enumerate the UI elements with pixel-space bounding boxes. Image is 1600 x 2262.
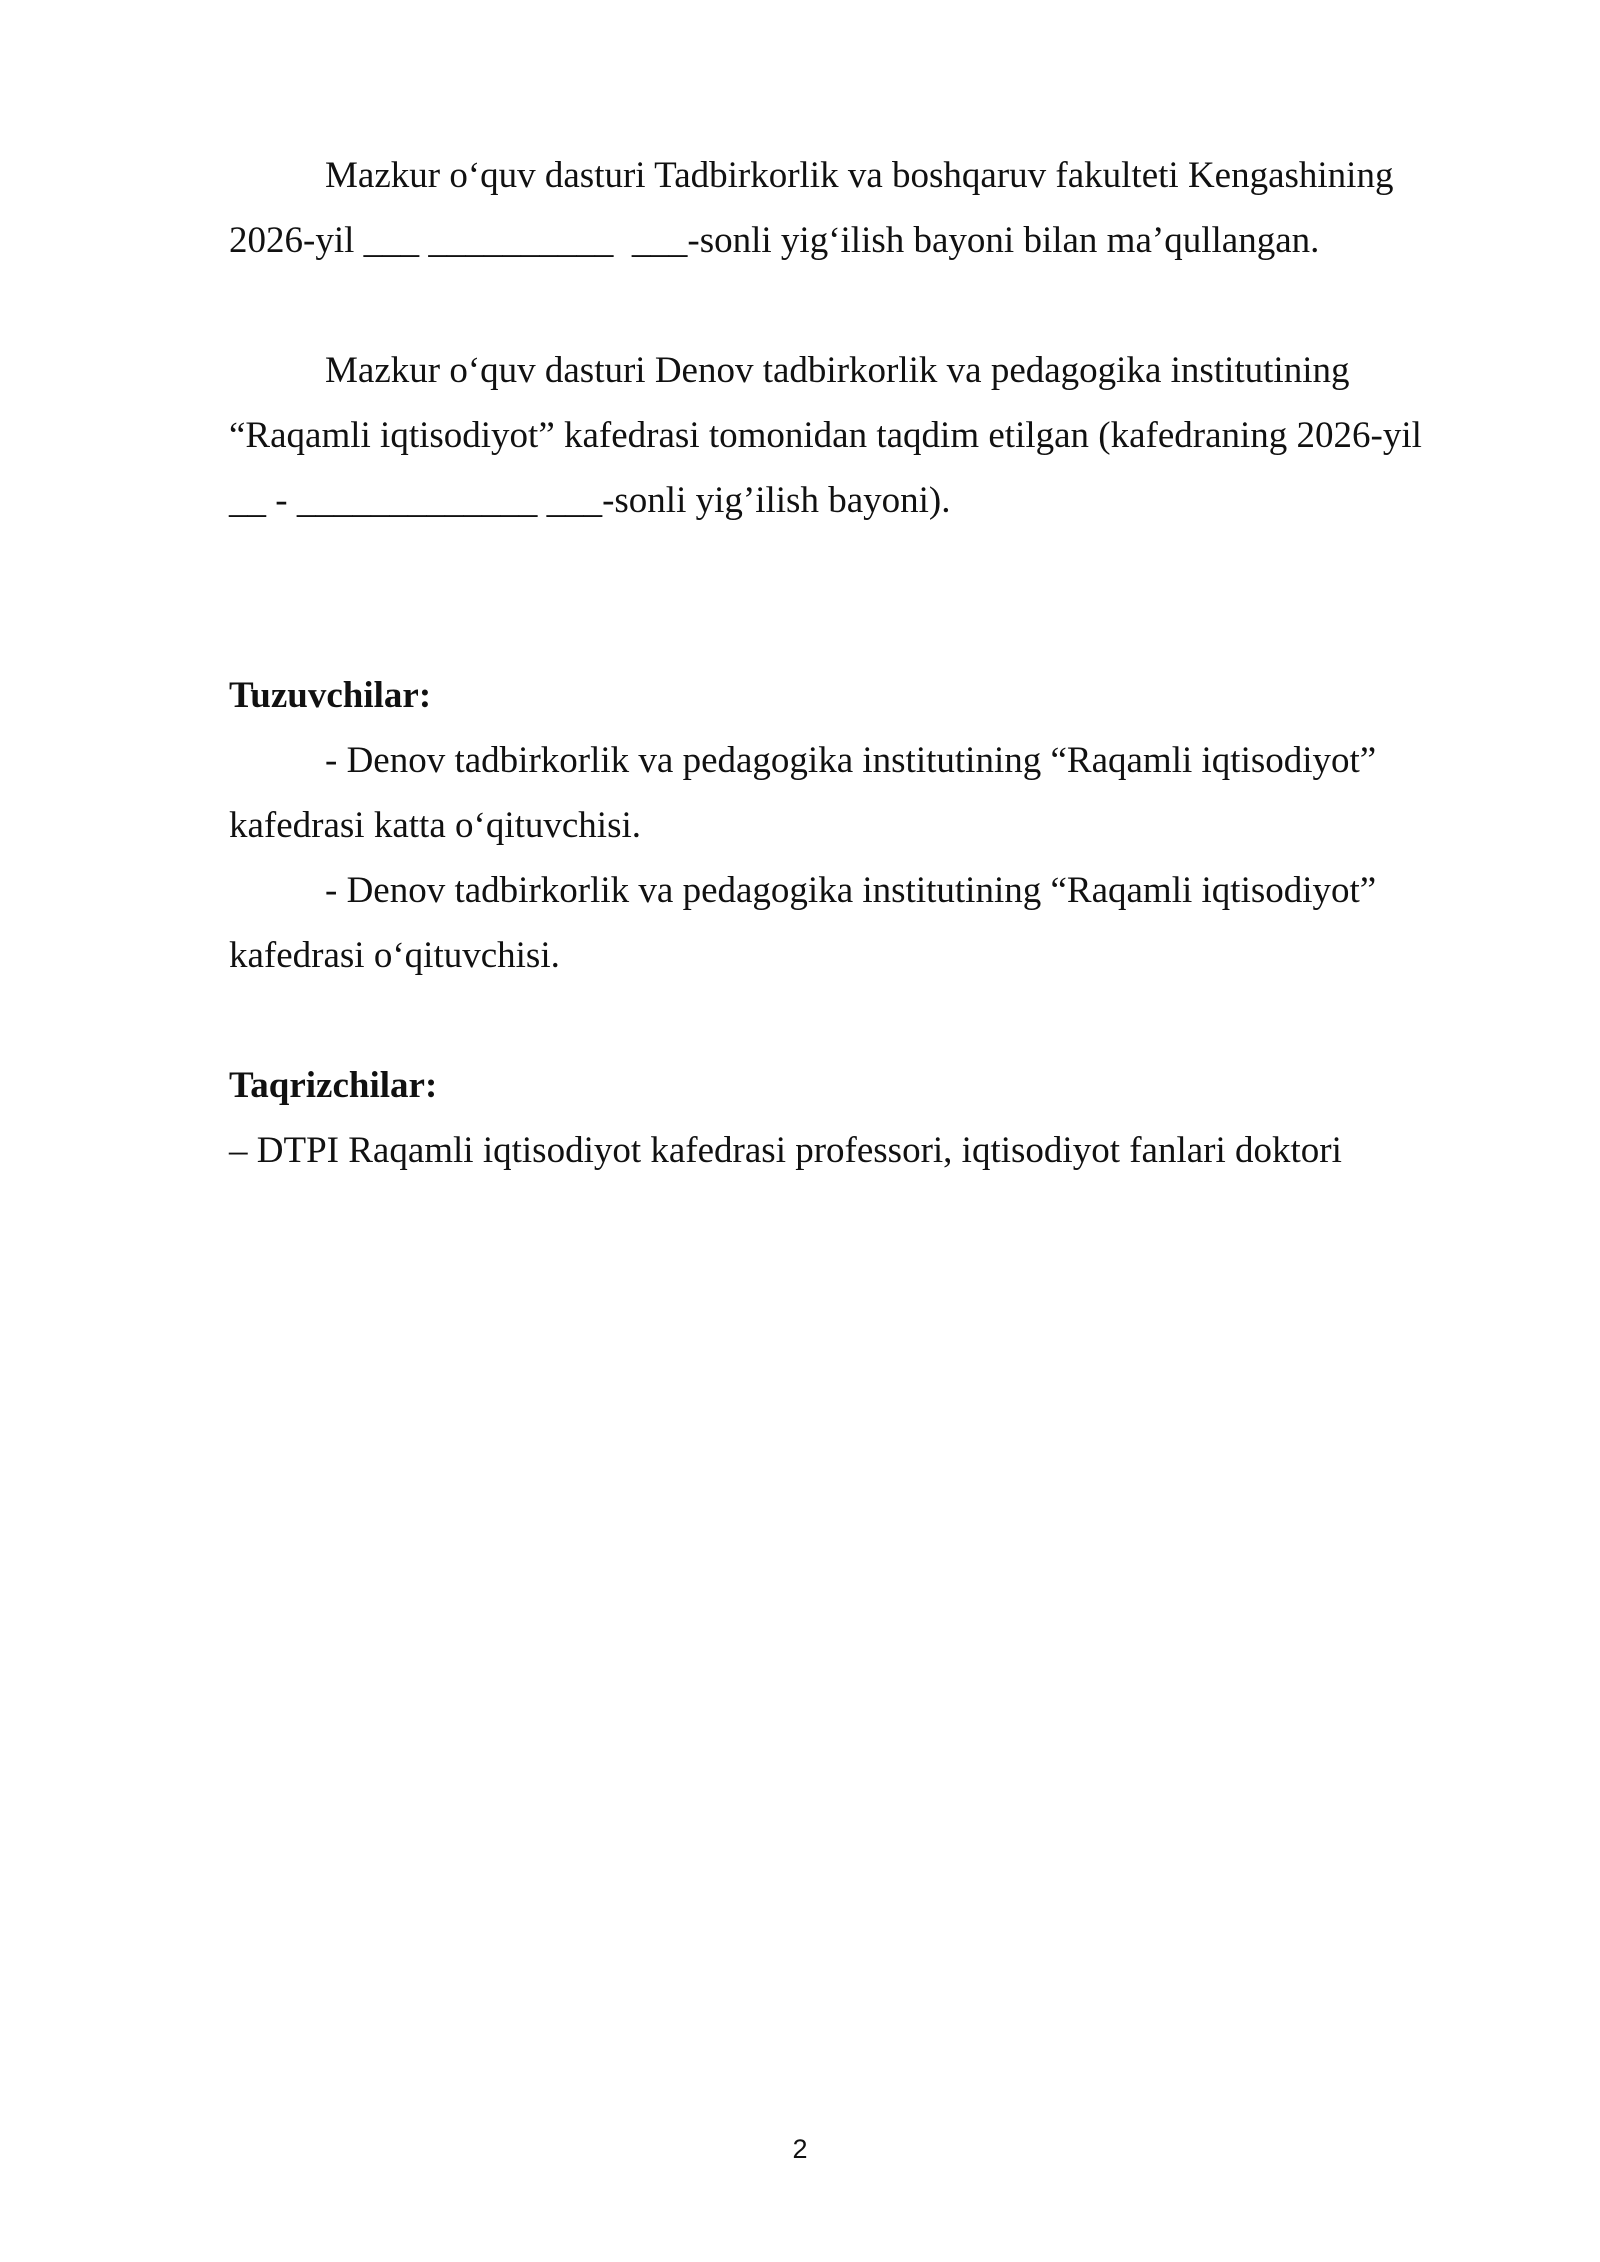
approval-paragraph-department — [229, 338, 1459, 533]
author-item-line-2: kafedrasi o‘qituvchisi. — [229, 935, 560, 976]
approval-paragraph-faculty — [229, 143, 1459, 273]
authors-heading: Tuzuvchilar: — [229, 675, 432, 716]
authors-section — [229, 663, 1459, 988]
reviewer-item-line-1: – DTPI Raqamli iqtisodiyot kafedrasi professori, iqtisodiyot fanlari doktori — [229, 1130, 1342, 1171]
author-item-line-1: - Denov tadbirkorlik va pedagogika institutining “Raqamli iqtisodiyot” — [325, 870, 1377, 911]
approval-department-line-3: __ - _____________ ___-sonli yig’ilish bayoni). — [229, 480, 951, 521]
approval-department-line-2: “Raqamli iqtisodiyot” kafedrasi tomonidan taqdim etilgan (kafedraning 2026-yil — [229, 415, 1422, 456]
author-item-line-2: kafedrasi katta o‘qituvchisi. — [229, 805, 642, 846]
approval-faculty-line-1: Mazkur o‘quv dasturi Tadbirkorlik va boshqaruv fakulteti Kengashining — [325, 155, 1394, 196]
reviewers-heading: Taqrizchilar: — [229, 1065, 438, 1106]
reviewer-item — [229, 1118, 1459, 1183]
page-number: 2 — [792, 2134, 808, 2164]
author-item-line-1: - Denov tadbirkorlik va pedagogika institutining “Raqamli iqtisodiyot” — [325, 740, 1377, 781]
reviewers-section — [229, 1053, 1459, 1183]
author-item — [229, 728, 1459, 858]
author-item — [229, 858, 1459, 988]
approval-department-line-1: Mazkur o‘quv dasturi Denov tadbirkorlik va pedagogika institutining — [325, 350, 1350, 391]
approval-faculty-line-2: 2026-yil ___ __________ ___-sonli yig‘ilish bayoni bilan ma’qullangan. — [229, 220, 1320, 261]
